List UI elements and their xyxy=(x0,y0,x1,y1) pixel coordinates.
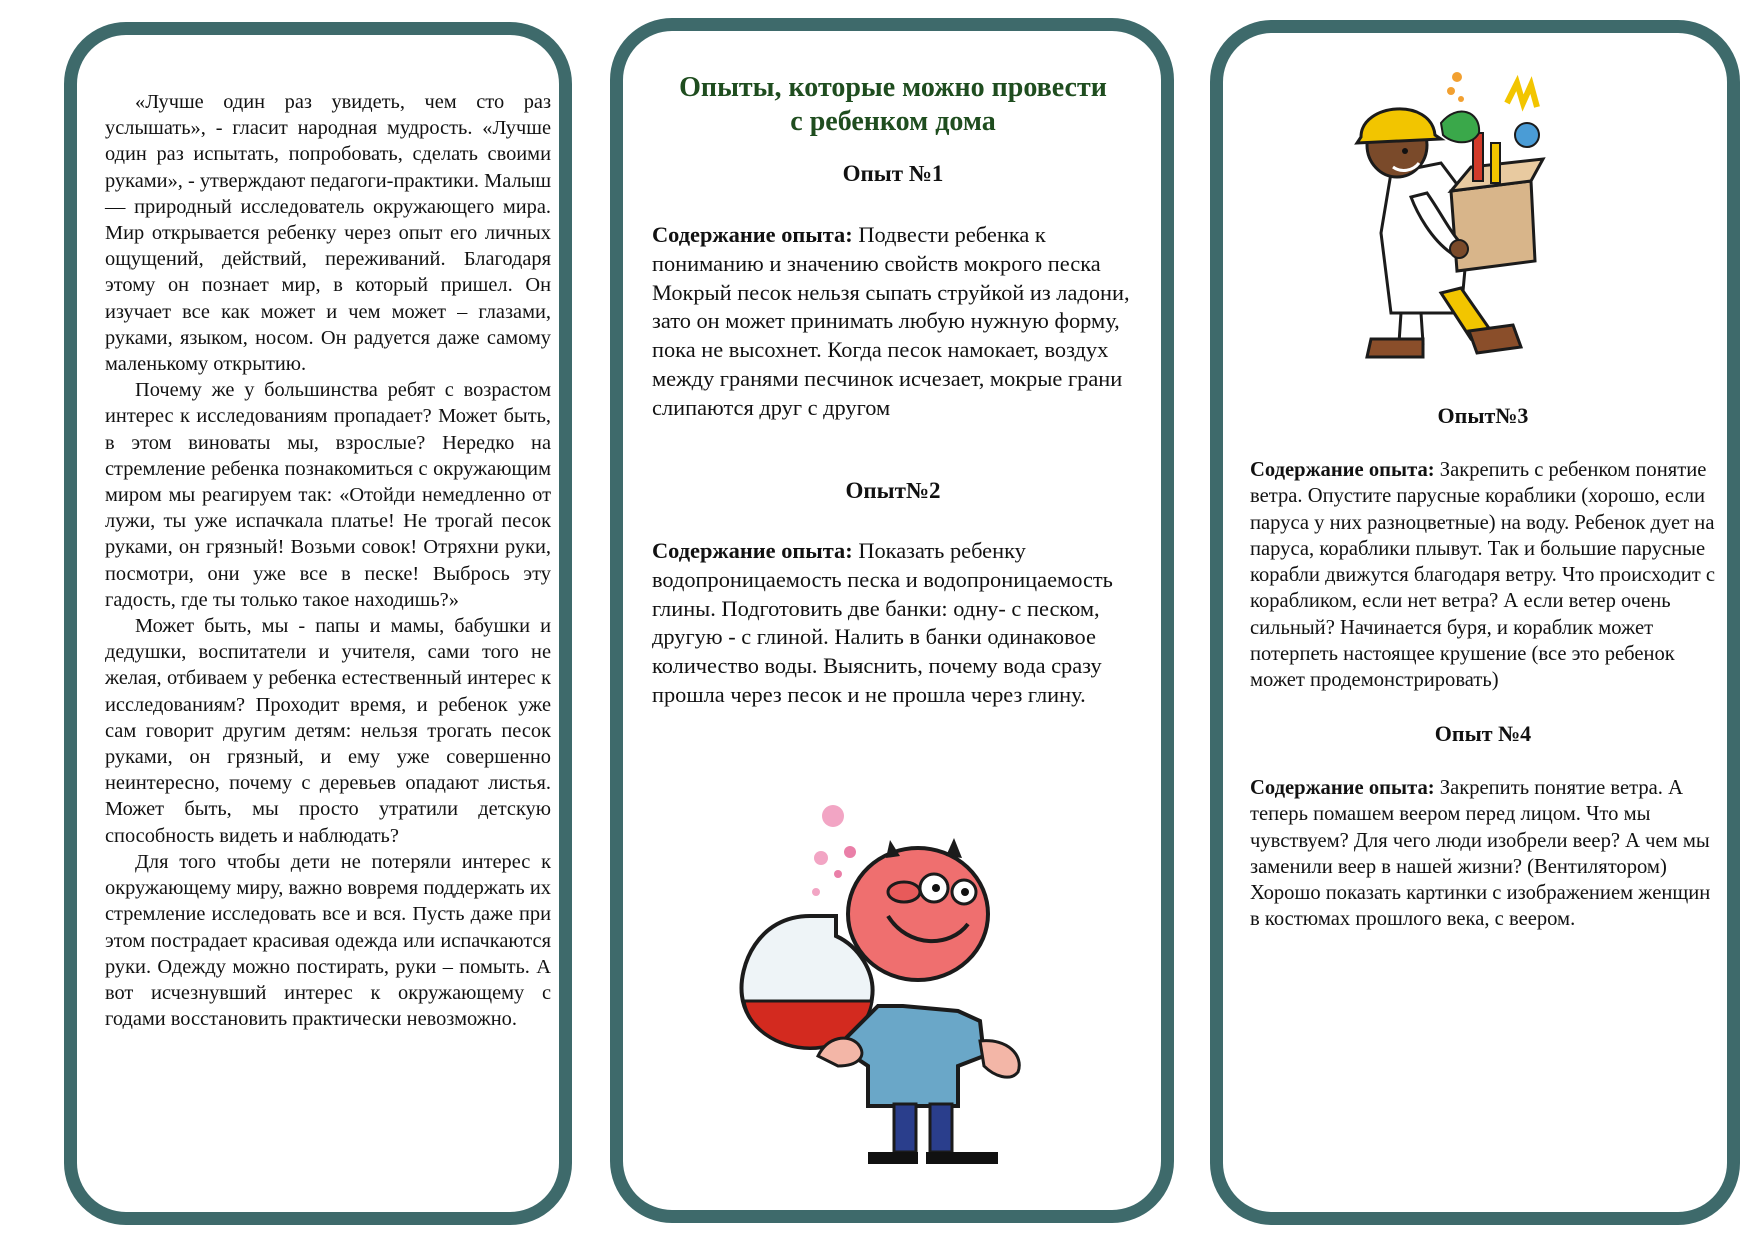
experiment-2-text: Показать ребенку водопроницаемость песка и водопроницаемость глины. Подготовить две банки: одну- с песком, другую - с глиной. Налить в банки одинаковое количество воды. Выяснить, почему вода сразу прошла через песок и не прошла через глину. xyxy=(652,538,1113,707)
experiment-3-label: Содержание опыта: xyxy=(1250,459,1435,481)
experiment-3-heading: Опыт№3 xyxy=(1437,403,1529,428)
brochure-title-line-1: Опыты, которые можно провести xyxy=(679,72,1107,103)
kid-scientist-with-box-illustration xyxy=(1331,63,1581,363)
experiment-3-body xyxy=(1250,457,1720,694)
experiment-3-text: Закрепить с ребенком понятие ветра. Опустите парусные кораблики (хорошо, если паруса у них разноцветные) на воду. Ребенок дует на паруса, кораблики плывут. Так и большие парусные корабли движутся благодаря ветру. Что происходит с корабликом, если нет ветра? А если ветер очень сильный? Начинается буря, и кораблик может потерпеть настоящее крушение (все это ребенок может продемонстрировать) xyxy=(1250,459,1716,692)
experiment-4-heading: Опыт №4 xyxy=(1434,721,1532,746)
experiment-1-heading: Опыт №1 xyxy=(842,161,944,186)
brochure-title-line-2: с ребенком дома xyxy=(790,106,996,137)
intro-paragraph-1: «Лучше один раз увидеть, чем сто раз услышать», - гласит народная мудрость. «Лучше один раз испытать, попробовать, сделать своими руками», - утверждают педагоги-практики. Малыш — природный исследователь окружающего мира. Мир открывается ребенку через опыт его личных ощущений, действий, переживаний. Благодаря этому он познает мир, в который пришел. Он изучает все как может и чем может – глазами, руками, языком, носом. Он радуется даже самому маленькому открытию. xyxy=(105,91,552,376)
experiment-1-body xyxy=(652,221,1142,423)
experiment-1-label: Содержание опыта: xyxy=(652,222,853,247)
brochure-title xyxy=(641,71,1145,139)
intro-text xyxy=(105,89,551,1032)
experiment-2-label: Содержание опыта: xyxy=(652,538,853,563)
experiment-2-heading: Опыт№2 xyxy=(845,478,941,503)
scientist-with-flask-illustration xyxy=(718,766,1048,1166)
panel-left xyxy=(64,22,572,1225)
intro-paragraph-3: Может быть, мы - папы и мамы, бабушки и дедушки, воспитатели и учителя, сами того не желая, отбиваем у ребенка естественный интерес к исследованиям? Проходит время, и ребенок уже сам говорит другим детям: нельзя трогать песок руками, он грязный, и ему уже совершенно неинтересно, почему с деревьев опадают листья. Может быть, мы просто утратили детскую способность видеть и наблюдать? xyxy=(105,615,551,847)
panel-right xyxy=(1210,20,1740,1225)
intro-paragraph-2: Почему же у большинства ребят с возрастом интерес к исследованиям пропадает? Может быть, в этом виноваты мы, взрослые? Нередко на стремление ребенка познакомиться с окружающим миром мы реагируем так: «Отойди немедленно от лужи, ты уже испачкала платье! Не трогай песок руками, он грязный! Возьми совок! Отряхни руки, посмотри, они уже все в песке! Выбрось эту гадость, где ты только такое находишь?» xyxy=(105,379,551,611)
experiment-1-text: Подвести ребенка к пониманию и значению свойств мокрого песка Мокрый песок нельзя сыпать струйкой из ладони, зато он может принимать любую нужную форму, пока не высохнет. Когда песок намокает, воздух между гранями песчинок исчезает, мокрые грани слипаются друг с другом xyxy=(652,222,1130,420)
intro-paragraph-4: Для того чтобы дети не потеряли интерес к окружающему миру, важно вовремя поддержать их стремление исследовать все и вся. Пусть даже при этом пострадает красивая одежда или испачкаются руки. Одежду можно постирать, руки – помыть. А вот исчезнувший интерес к окружающему с годами восстановить практически невозможно. xyxy=(105,850,551,1031)
experiment-4-text: Закрепить понятие ветра. А теперь помашем веером перед лицом. Что мы чувствуем? Для чего люди изобрели веер? А чем мы заменили веер в нашей жизни? (Вентилятором) Хорошо показать картинки с изображением женщин в костюмах прошлого века, с веером. xyxy=(1250,777,1711,931)
experiment-2-body xyxy=(652,537,1142,710)
panel-middle xyxy=(610,18,1174,1223)
experiment-4-body xyxy=(1250,775,1720,933)
experiment-4-label: Содержание опыта: xyxy=(1250,777,1435,799)
